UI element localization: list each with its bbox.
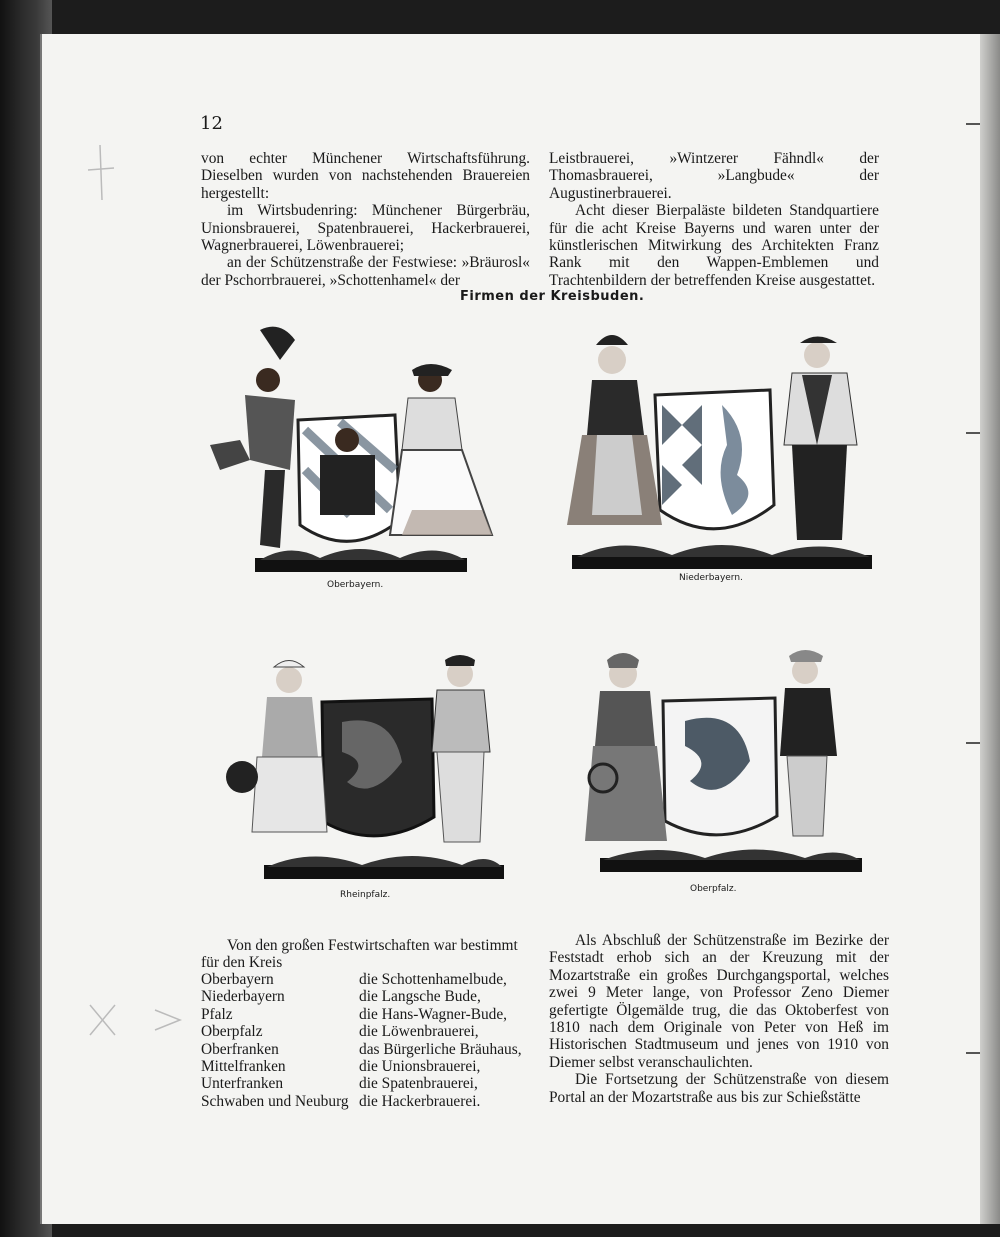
paragraph: von echter Münchener Wirtschaftsführung. Dieselben wurden von nachstehenden Brauereien hergestellt: xyxy=(201,150,530,202)
kreis-cell: Pfalz xyxy=(201,1005,233,1023)
bude-cell: die Unionsbrauerei, xyxy=(359,1058,481,1076)
kreis-cell: Unterfranken xyxy=(201,1075,284,1093)
right-column-top xyxy=(549,150,879,289)
paragraph: an der Schützenstraße der Festwiese: »Bräurosl« der Pschorrbrauerei, »Schottenhamel« der xyxy=(201,254,530,289)
bottom-left-text xyxy=(201,937,541,954)
plate-caption: Rheinpfalz. xyxy=(340,890,391,900)
plate-caption: Niederbayern. xyxy=(679,573,743,583)
paragraph: im Wirtsbudenring: Münchener Bürgerbräu, Unionsbrauerei, Spatenbrauerei, Hackerbrauerei, Wagnerbrauerei, Löwenbrauerei; xyxy=(201,202,530,255)
bottom-right-text xyxy=(549,932,889,1106)
bude-cell: die Hans-Wagner-Bude, xyxy=(359,1005,508,1023)
kreis-assignment-table xyxy=(201,971,522,1110)
table-row xyxy=(201,1041,522,1058)
bude-cell: die Schottenhamelbude, xyxy=(359,971,507,988)
paragraph: Leistbrauerei, »Wintzerer Fähndl« der Thomasbrauerei, »Langbude« der Augustinerbrauerei. xyxy=(549,150,879,202)
pencil-mark xyxy=(85,1000,185,1040)
margin-mark xyxy=(966,1052,980,1054)
kreis-cell: Oberfranken xyxy=(201,1040,279,1058)
section-heading: Firmen der Kreisbuden. xyxy=(460,289,645,304)
kreis-cell: Mittelfranken xyxy=(201,1058,286,1076)
kreis-cell: Oberbayern xyxy=(201,971,274,988)
kreis-cell: Oberpfalz xyxy=(201,1023,263,1041)
table-row xyxy=(201,1023,522,1040)
table-row xyxy=(201,1093,522,1110)
bude-cell: die Spatenbrauerei, xyxy=(359,1075,478,1093)
paragraph: Als Abschluß der Schützenstraße im Bezirke der Feststadt erhob sich an der Kreuzung mit der Mozartstraße ein großes Durchgangsportal, welches zwei 9 Meter lange, von Professor Zeno Diemer gefertigte Ölgemälde trug, die das Oktoberfest von 1810 nach dem Originale von Peter von Heß im Historischen Stadtmuseum und jenes von 1910 von Diemer selbst veranschaulichten. xyxy=(549,932,889,1071)
paragraph: Die Fortsetzung der Schützenstraße von diesem Portal an der Mozartstraße aus bis zur Schießstätte xyxy=(549,1071,889,1106)
margin-mark xyxy=(966,123,980,125)
table-row xyxy=(201,971,522,988)
page-edge-shadow xyxy=(980,34,1000,1224)
paragraph: Acht dieser Bierpaläste bildeten Standquartiere für die acht Kreise Bayerns und waren unter der künstlerischen Mitwirkung des Architekten Franz Rank mit den Wappen-Emblemen und Trachtenbildern der betreffenden Kreise ausgestattet. xyxy=(549,202,879,289)
table-row xyxy=(201,1058,522,1075)
paragraph: für den Kreis xyxy=(201,954,283,971)
plate-caption: Oberpfalz. xyxy=(690,884,737,894)
bottom-left-subintro xyxy=(201,954,541,971)
plate-niederbayern xyxy=(552,325,882,573)
left-column-top xyxy=(201,150,530,289)
kreis-cell: Schwaben und Neuburg xyxy=(201,1092,349,1110)
costume-figures-illustration xyxy=(222,652,512,884)
plate-oberbayern xyxy=(200,320,500,576)
paragraph: Von den großen Festwirtschaften war bestimmt xyxy=(227,937,518,954)
costume-figures-illustration xyxy=(575,646,865,876)
plate-oberpfalz xyxy=(575,646,865,876)
pencil-mark xyxy=(80,140,120,210)
table-row xyxy=(201,988,522,1005)
margin-mark xyxy=(966,432,980,434)
plate-caption: Oberbayern. xyxy=(327,580,384,590)
bude-cell: das Bürgerliche Bräuhaus, xyxy=(359,1040,522,1058)
page-number: 12 xyxy=(200,113,223,134)
plate-rheinpfalz xyxy=(222,652,512,884)
bude-cell: die Langsche Bude, xyxy=(359,988,481,1006)
margin-mark xyxy=(966,742,980,744)
table-row xyxy=(201,1006,522,1023)
bude-cell: die Löwenbrauerei, xyxy=(359,1023,479,1041)
bude-cell: die Hackerbrauerei. xyxy=(359,1092,481,1110)
table-row xyxy=(201,1075,522,1092)
kreis-cell: Niederbayern xyxy=(201,988,285,1006)
costume-figures-illustration xyxy=(200,320,500,576)
costume-figures-illustration xyxy=(552,325,882,573)
